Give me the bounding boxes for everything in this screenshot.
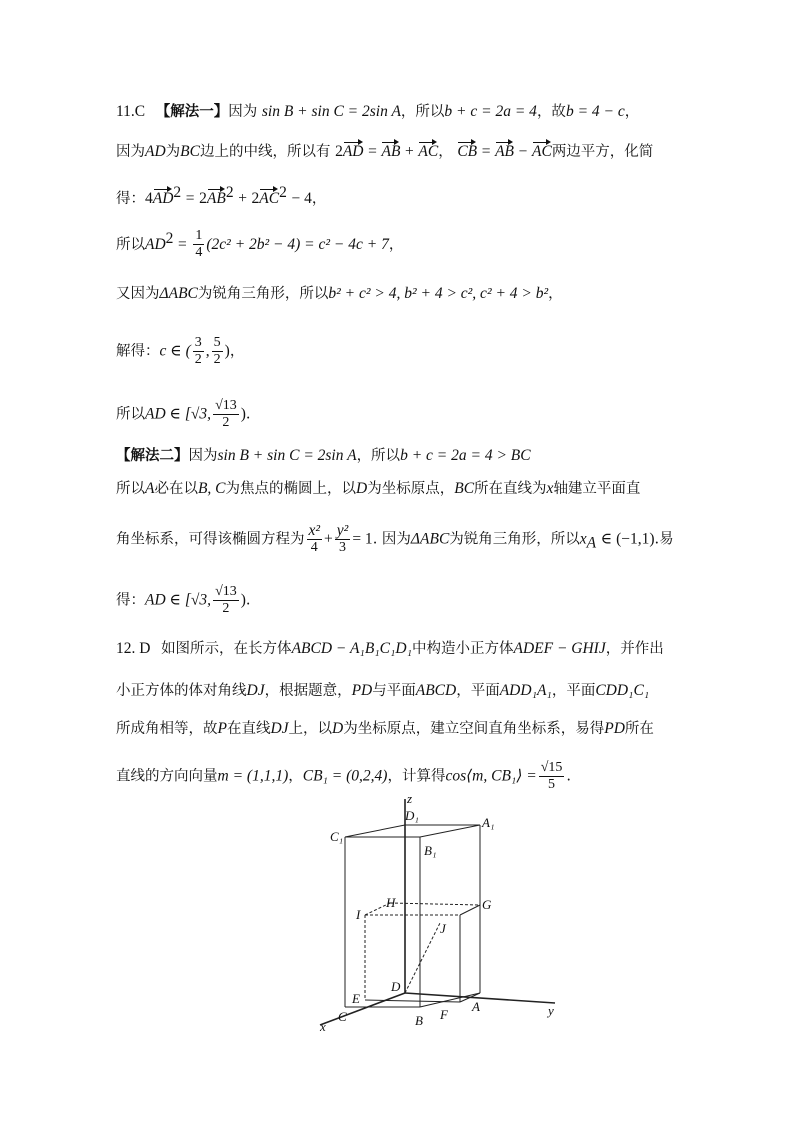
svg-text:E: E	[352, 991, 360, 1006]
x-axis	[320, 993, 405, 1025]
line-square: 得：$4AD^2 = 2AB^2 + 2AC^2 - 4$，	[116, 182, 326, 210]
line-diagonal: 小正方体的体对角线DJ，根据题意，PD与平面ABCD，平面ADD₁A₁，平面CDD₁C₁	[116, 682, 650, 699]
svg-text:A₁: A₁	[482, 815, 495, 830]
svg-text:I: I	[356, 907, 361, 922]
svg-text:B: B	[415, 1013, 423, 1028]
line-method2: 【解法二】因为sin B + sin C = 2sin A，所以b + c = 2a = 4 > BC	[116, 447, 531, 464]
label-x: x	[320, 1019, 326, 1034]
svg-text:C: C	[338, 1009, 347, 1024]
svg-text:J: J	[440, 921, 446, 936]
line-ellipse: 所以A必在以B, C为焦点的椭圆上，以D为坐标原点，BC所在直线为x轴建立平面直	[116, 480, 641, 497]
line-angles: 所成角相等，故P在直线DJ上，以D为坐标原点，建立空间直角坐标系，易得PD所在	[116, 720, 654, 737]
line-ad-squared: 所以$AD^2$ = $\frac{1}{4}$ (2c² + 2b² − 4) = c² − 4c + 7，	[116, 228, 404, 261]
svg-text:C₁: C₁	[330, 829, 344, 844]
cuboid-figure	[300, 785, 570, 1035]
frac-quarter: $\frac{1}{4}$	[195, 228, 203, 261]
svg-text:B₁: B₁	[424, 843, 437, 858]
line-c-range: 解得：c ∈ ( $\frac{3}{2}$ , $\frac{5}{2}$ )，	[116, 335, 245, 367]
diagonal-dj	[405, 923, 440, 993]
svg-text:H: H	[386, 895, 396, 910]
line-median: 因为AD为BC边上的中线，所以有 2AD = AB + AC， CB = AB − AC两边平方，化简	[116, 141, 653, 163]
label-y: y	[548, 1003, 554, 1018]
svg-text:G: G	[482, 897, 492, 912]
svg-text:A: A	[472, 999, 480, 1014]
svg-text:D: D	[391, 979, 401, 994]
line-11-method1: 11.C 【解法一】因为 sin B + sin C = 2sin A，所以b + c = 2a = 4，故b = 4 − c，	[116, 103, 640, 120]
line-vector: 直线的方向向量m = (1,1,1)，CB₁ = (0,2,4)，计算得cos⟨m, CB₁⟩ = $\frac{√15}{5}$ .	[116, 760, 571, 792]
svg-text:D₁: D₁	[405, 808, 419, 823]
line-12-intro: 12. D 如图所示，在长方体ABCD − A₁B₁C₁D₁中构造小正方体ADEF − GHIJ，并作出	[116, 640, 664, 657]
line-acute: 又因为ΔABC为锐角三角形，所以b² + c² > 4, b² + 4 > c², c² + 4 > b²，	[116, 285, 563, 302]
label-z: z	[407, 791, 413, 806]
svg-text:F: F	[440, 1007, 448, 1022]
line-ellipse-eq: 角坐标系，可得该椭圆方程为 $\frac{\text{x²}}{4}$ + $\frac{\text{y²}}{3}$ = 1. 因为ΔABC为锐角三角形，所以$x_A$ ∈ (−1,1).易	[116, 522, 674, 555]
line-ad-range-2: 得：AD ∈ [√3, $\frac{√13}{2}$ ).	[116, 584, 251, 616]
line-ad-range-1: 所以AD ∈ [√3, $\frac{√13}{2}$ ).	[116, 398, 251, 430]
